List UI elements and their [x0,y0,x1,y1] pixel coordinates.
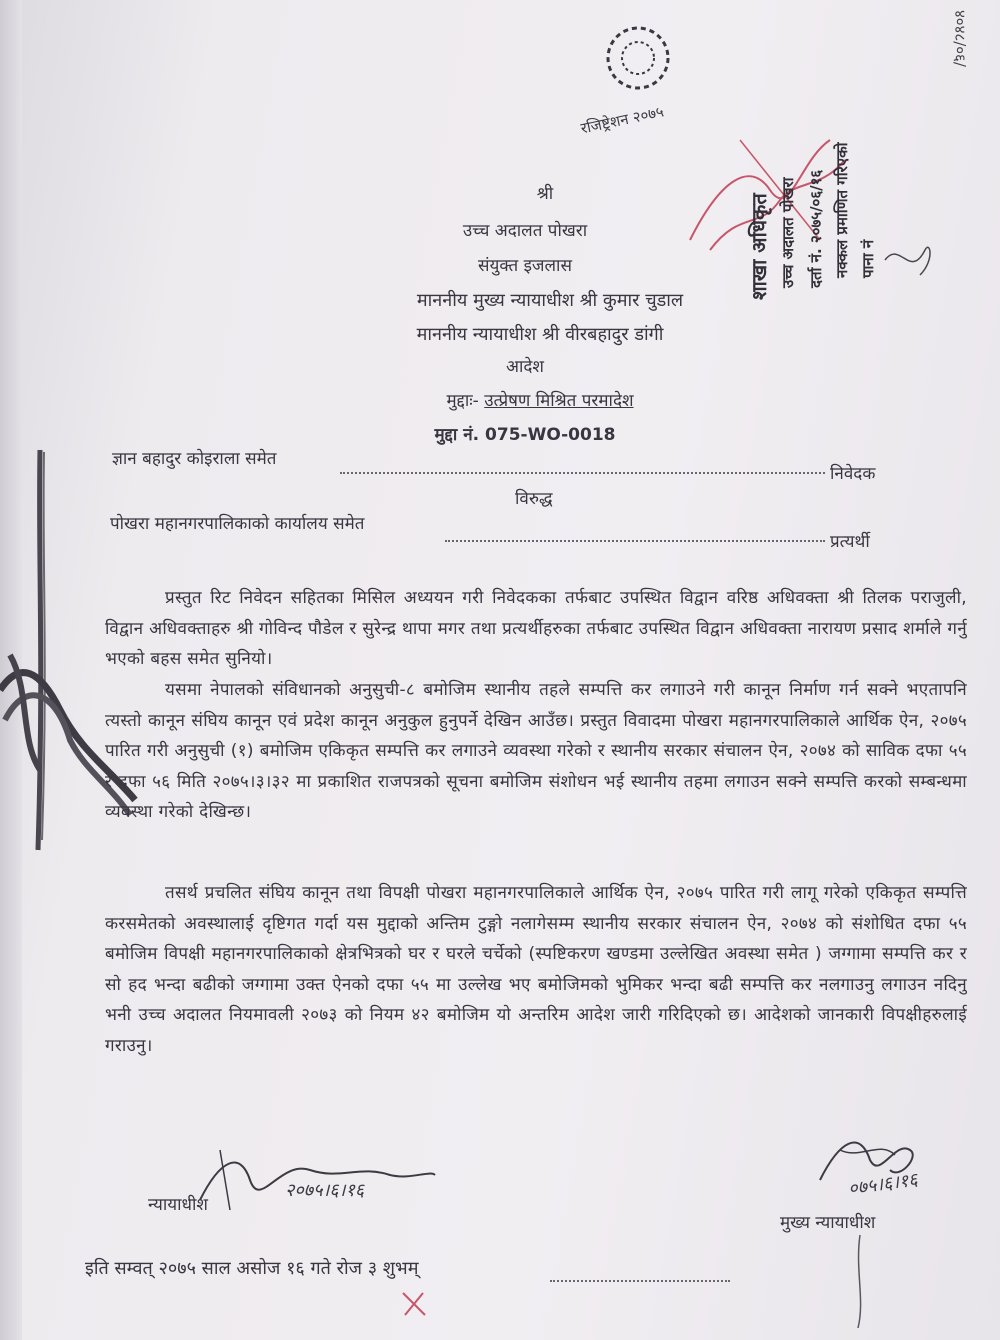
judge-2: माननीय न्यायाधीश श्री वीरबहादुर डांगी [416,324,664,345]
body-paragraph-3: तसर्थ प्रचलित संघिय कानून तथा विपक्षी पोखरा महानगरपालिकाले आर्थिक ऐन, २०७५ पारित गरी लागू गरेको एकिकृत सम्पत्ति करसमेतको अवस्थालाई दृष्टिगत गर्दा यस मुद्दाको अन्तिम टुङ्गो नलागेसम्म स्थानीय सरकार संचालन ऐन, २०७४ को संशोधित दफा ५५ बमोजिम विपक्षी महानगरपालिकाको क्षेत्रभित्रको घर र घरले चर्चेको (स्पष्टिकरण खण्डमा उल्लेखित अवस्था समेत ) जग्गामा सम्पत्ति कर र सो हद भन्दा बढीको जग्गामा उक्त ऐनको दफा ५५ मा उल्लेख भए बमोजिमको भुमिकर भन्दा बढी सम्पत्ति कर नलगाउनु लगाउन नदिनु भनी उच्च अदालत नियमावली २०७३ को नियम ४२ बमोजिम यो अन्तरिम आदेश जारी गरिदिएको छ। आदेशको जानकारी विपक्षीहरुलाई गराउनु। [105,883,967,1056]
stamp-column-1: उच्च अदालत पोखरा [779,177,797,288]
case-number: मुद्दा नं. 075-WO-0018 [434,425,616,445]
body-paragraph-2: यसमा नेपालको संविधानको अनुसुची-८ बमोजिम स्थानीय तहले सम्पत्ति कर लगाउने गरी कानून निर्माण गर्न सक्ने भएतापनि त्यस्तो कानून संघिय कानून एवं प्रदेश कानून अनुकुल हुनुपर्ने देखिन आउँछ। प्रस्तुत विवादमा पोखरा महानगरपालिकाले आर्थिक ऐन, २०७५ पारित गरी अनुसुची (१) बमोजिम एकिकृत सम्पत्ति कर लगाउने व्यवस्था गरेको र स्थानीय सरकार संचालन ऐन, २०७४ को साविक दफा ५५ र दफा ५६ मिति २०७५।३।३२ मा प्रकाशित राजपत्रको सूचना बमोजिम संशोधन भई स्थानीय तहमा लगाउन सक्ने सम्पत्ति करको सम्बन्धमा व्यवस्था गरेको देखिन्छ। [105,680,967,822]
judge-label: न्यायाधीश [148,1195,208,1215]
judge-sign-date: २०७५।६।१६ [285,1180,365,1201]
header-sri: श्री [536,184,554,204]
respondent-name: पोखरा महानगरपालिकाको कार्यालय समेत [110,514,365,534]
body-paragraph-1: प्रस्तुत रिट निवेदन सहितका मिसिल अध्ययन गरी निवेदकका तर्फबाट उपस्थित विद्वान वरिष्ठ अधिवक्ता श्री तिलक पराजुली, विद्वान अधिवक्ताहरु श्री गोविन्द पौडेल र सुरेन्द्र थापा मगर तथा प्रत्यर्थीहरुका तर्फबाट उपस्थित विद्वान अधिवक्ता नारायण प्रसाद शर्माले गर्नु भएको बहस समेत सुनियो। [105,588,967,669]
versus-label: विरुद्ध [515,489,553,509]
closing-dots [550,1280,730,1282]
stamp-column-3: शाखा अधिकृत [747,193,771,300]
stamp-corner-number: ४०४८/०६/ [951,10,969,67]
court-name: उच्च अदालत पोखरा [462,221,588,241]
stamp-column-2: दर्ता नं. २०७५/०६/१६ [807,169,825,288]
bench-type: संयुक्त इजलास [478,256,572,276]
case-type: उत्प्रेषण मिश्रित परमादेश [484,391,634,411]
chief-justice-label: मुख्य न्यायाधीश [780,1213,876,1233]
round-seal-stamp [590,18,690,98]
margin-pencil-line [840,1230,880,1330]
respondent-role: प्रत्यर्थी [830,532,870,552]
respondent-dots [445,540,825,542]
petitioner-name: ज्ञान बहादुर कोइराला समेत [112,449,277,469]
case-type-line [350,390,730,412]
stamp-initials [880,230,940,290]
stamp-column-5: पाना नं [859,239,877,278]
petitioner-dots [340,472,825,474]
red-check-mark [395,1285,435,1325]
order-title: आदेश [506,357,544,377]
judge-1: माननीय मुख्य न्यायाधीश श्री कुमार चुडाल [416,290,684,311]
stamp-registration-text: रजिष्ट्रेशन २०७५ [579,102,666,138]
petitioner-role: निवेदक [830,464,876,484]
chief-justice-sign-date: ०७५।६।१६ [846,1169,920,1200]
stamp-column-4: नक्कल प्रमाणित गरिएको [833,142,851,278]
closing-line: इति सम्वत् २०७५ साल असोज १६ गते रोज ३ शुभम् [85,1258,419,1279]
case-type-label: मुद्दाः- [446,391,479,411]
